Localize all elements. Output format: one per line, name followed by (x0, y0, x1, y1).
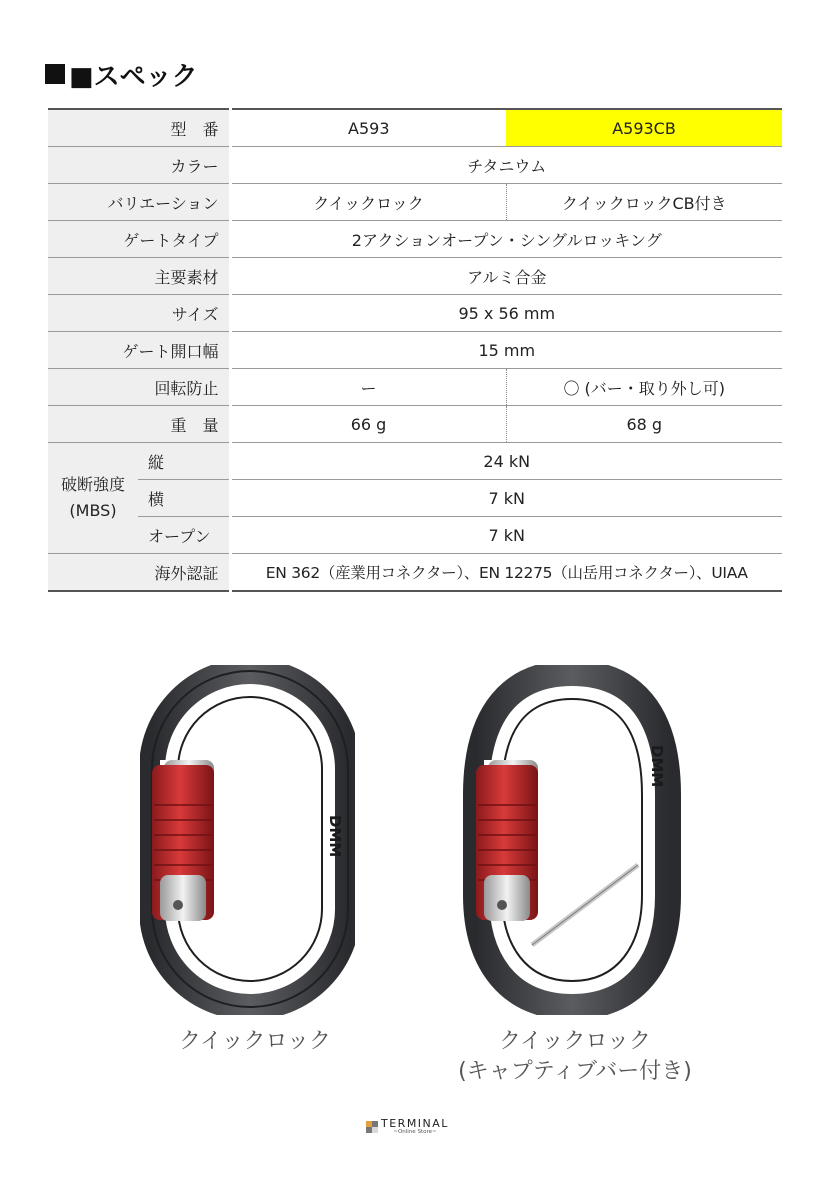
page-title (45, 56, 198, 92)
weight-b: 68 g (506, 406, 782, 443)
caption-captivebar-line2: (キャプティブバー付き) (458, 1059, 692, 1084)
mbs-open-label: オープン (138, 517, 230, 554)
engraving-left: DMM (326, 815, 344, 858)
material-value: アルミ合金 (230, 258, 782, 295)
row-material (48, 258, 782, 295)
variation-label: バリエーション (48, 184, 230, 221)
title-square-icon (45, 64, 65, 84)
cert-value: EN 362（産業用コネクター）、EN 12275（山岳用コネクター）、UIAA (230, 554, 782, 592)
row-antirotation (48, 369, 782, 406)
row-opening (48, 332, 782, 369)
mbs-group-label: 破断強度 (MBS) (48, 443, 138, 554)
size-value: 95 x 56 mm (230, 295, 782, 332)
opening-label: ゲート開口幅 (48, 332, 230, 369)
logo-sub: ~Online Store~ (393, 1129, 437, 1135)
antirotation-label: 回転防止 (48, 369, 230, 406)
row-weight (48, 406, 782, 443)
mbs-major-value: 24 kN (230, 443, 782, 480)
gate-label: ゲートタイプ (48, 221, 230, 258)
opening-value: 15 mm (230, 332, 782, 369)
model-label: 型 番 (48, 109, 230, 147)
variation-a: クイックロック (230, 184, 506, 221)
row-cert (48, 554, 782, 592)
mbs-major-label: 縦 (138, 443, 230, 480)
row-color (48, 147, 782, 184)
variation-b: クイックロックCB付き (506, 184, 782, 221)
color-value: チタニウム (230, 147, 782, 184)
caption-quicklock: クイックロック (178, 1029, 332, 1054)
title-text: ■スペック (69, 61, 198, 92)
terminal-logo[interactable] (366, 1118, 449, 1136)
weight-a: 66 g (230, 406, 506, 443)
color-label: カラー (48, 147, 230, 184)
mbs-open-value: 7 kN (230, 517, 782, 554)
model-b: A593CB (506, 109, 782, 147)
caption-captivebar (430, 1027, 720, 1087)
antirotation-a: ー (230, 369, 506, 406)
gate-value: 2アクションオープン・シングルロッキング (230, 221, 782, 258)
spec-table (48, 108, 782, 592)
carabiner-captivebar-image (462, 665, 682, 1015)
mbs-minor-value: 7 kN (230, 480, 782, 517)
row-variation (48, 184, 782, 221)
cert-label: 海外認証 (48, 554, 230, 592)
mbs-minor-label: 横 (138, 480, 230, 517)
antirotation-b: 〇 (バー・取り外し可) (506, 369, 782, 406)
weight-label: 重 量 (48, 406, 230, 443)
model-a: A593 (230, 109, 506, 147)
row-mbs-major (48, 443, 782, 480)
row-mbs-open (48, 517, 782, 554)
terminal-logo-icon (366, 1121, 378, 1133)
logo-brand: TERMINAL (381, 1117, 449, 1130)
caption-captivebar-line1: クイックロック (498, 1029, 652, 1054)
carabiner-quicklock-image (140, 665, 355, 1015)
size-label: サイズ (48, 295, 230, 332)
row-model (48, 109, 782, 147)
engraving-right: DMM (648, 745, 666, 788)
row-size (48, 295, 782, 332)
row-mbs-minor (48, 480, 782, 517)
material-label: 主要素材 (48, 258, 230, 295)
row-gate (48, 221, 782, 258)
